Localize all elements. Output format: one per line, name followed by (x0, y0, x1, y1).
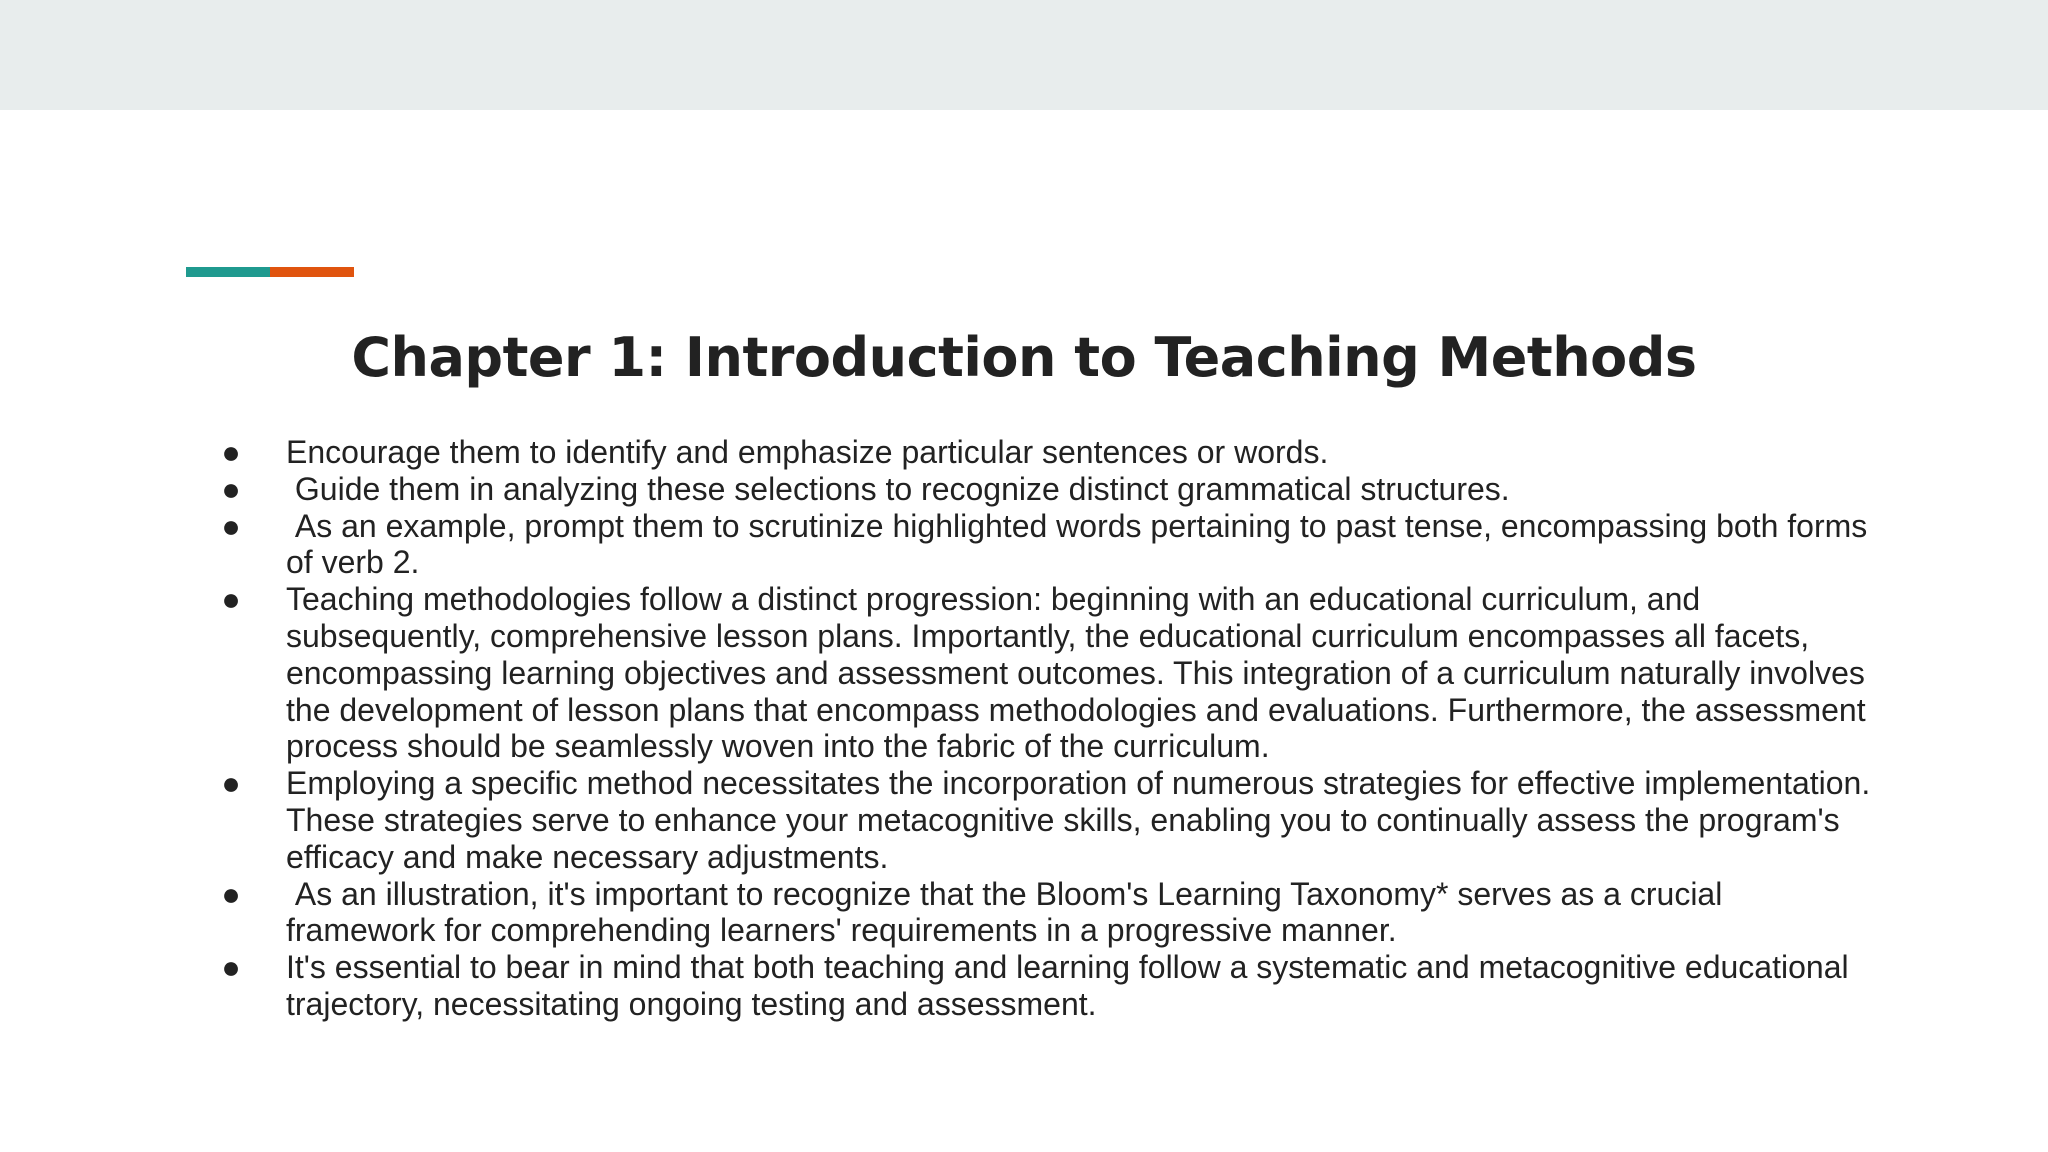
bullet-text: As an illustration, it's important to recognize that the Bloom's Learning Taxonomy* serves as a crucial framework for comprehending learners' requirements in a progressive manner. (286, 875, 1732, 949)
bullet-dot: ● (221, 470, 241, 507)
bullet-text: Guide them in analyzing these selections to recognize distinct grammatical structures. (286, 470, 1510, 507)
bullet-text: Encourage them to identify and emphasize particular sentences or words. (286, 434, 1329, 470)
bullet-item (216, 581, 1876, 765)
bullet-dot: ● (221, 434, 241, 470)
bullet-item (216, 434, 1876, 471)
bullet-dot: ● (221, 581, 241, 618)
bullet-text: Teaching methodologies follow a distinct progression: beginning with an educational curriculum, and subsequently, comprehensive lesson plans. Importantly, the educational curriculum encompasses all facets, encompassing learning objectives and assessment outcomes. This integration of a curriculum naturally involves the development of lesson plans that encompass methodologies and evaluations. Furthermore, the assessment process should be seamlessly woven into the fabric of the curriculum. (286, 581, 1875, 765)
bullet-text: It's essential to bear in mind that both teaching and learning follow a systematic and metacognitive educational trajectory, necessitating ongoing testing and assessment. (286, 949, 1858, 1022)
bullet-text: As an example, prompt them to scrutinize highlighted words pertaining to past tense, encompassing both forms of verb 2. (286, 507, 1877, 581)
top-band (0, 0, 2048, 110)
bullet-dot: ● (221, 949, 241, 986)
bullet-item (216, 471, 1876, 508)
bullet-item (216, 949, 1876, 1023)
bullet-item (216, 508, 1876, 582)
bullet-item (216, 876, 1876, 950)
bullet-item (216, 765, 1879, 875)
bullet-dot: ● (221, 875, 241, 912)
bullet-dot: ● (221, 507, 241, 544)
bullet-dot: ● (221, 765, 241, 802)
slide-title: Chapter 1: Introduction to Teaching Methods (351, 326, 1697, 389)
accent-bar-orange (270, 267, 354, 277)
bullet-list (216, 434, 1879, 1023)
accent-bar-teal (186, 267, 270, 277)
bullet-text: Employing a specific method necessitates the incorporation of numerous strategies for effective implementation. These strategies serve to enhance your metacognitive skills, enabling you to continually assess the program's efficacy and make necessary adjustments. (286, 765, 1879, 875)
